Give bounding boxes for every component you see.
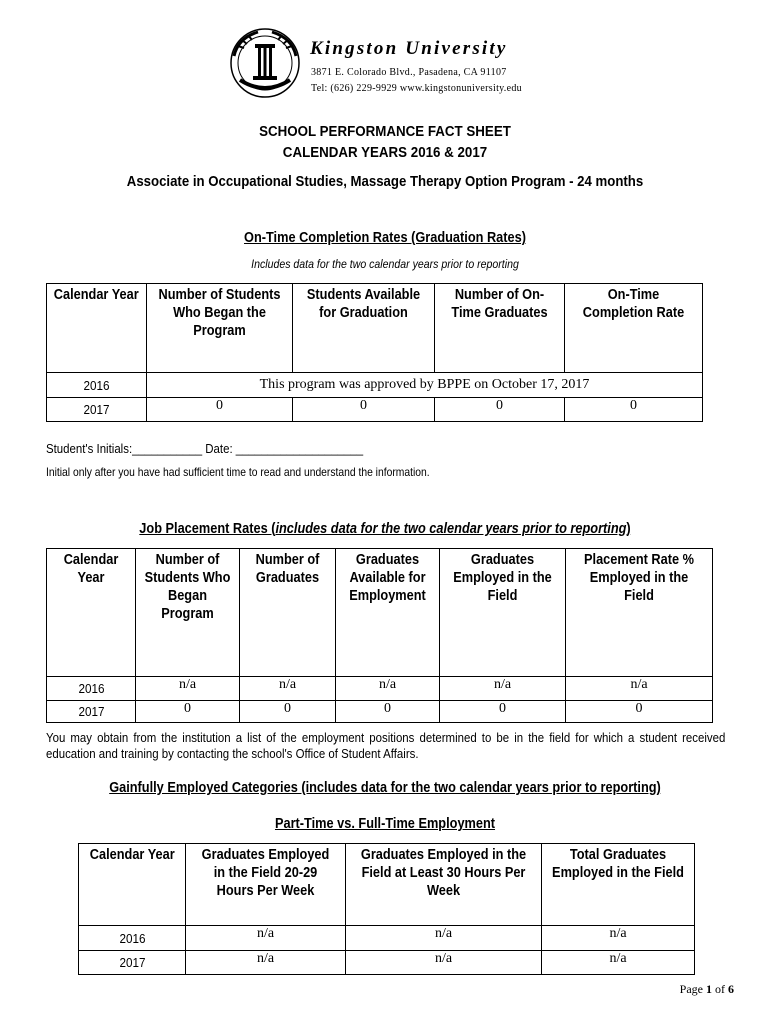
header-calendar-year: Calendar Year <box>79 844 186 926</box>
header-calendar-year: Calendar Year <box>47 549 136 677</box>
gainful-section-title: Gainfully Employed Categories (includes data for the two calendar years prior to reporting) <box>109 780 661 796</box>
calendar-years-title: CALENDAR YEARS 2016 & 2017 <box>282 145 488 161</box>
header-full-time: Graduates Employed in the Field at Least 30 Hours Per Week <box>346 844 542 926</box>
table-cell: 0 <box>240 701 336 723</box>
header-calendar-year: Calendar Year <box>47 284 147 373</box>
completion-section-note: Includes data for the two calendar years prior to reporting <box>251 257 519 271</box>
header-on-time-graduates: Number of On-Time Graduates <box>435 284 565 373</box>
table-cell: n/a <box>542 951 695 975</box>
header-graduates: Number of Graduates <box>240 549 336 677</box>
completion-header-row <box>47 284 703 373</box>
placement-section-title: Job Placement Rates (includes data for the two calendar years prior to reporting) <box>139 521 631 537</box>
table-cell: n/a <box>440 677 566 701</box>
initials-instruction: Initial only after you have had sufficient time to read and understand the information. <box>46 465 430 479</box>
header-available-employment: Graduates Available for Employment <box>336 549 440 677</box>
row-year: 2016 <box>47 677 136 701</box>
header-students-began: Number of Students Who Began Program <box>136 549 240 677</box>
fact-sheet-title: SCHOOL PERFORMANCE FACT SHEET <box>259 124 511 140</box>
employment-positions-note: You may obtain from the institution a list of the employment positions determined to be in the field for which a student received education and training by contacting the school's Office of Student Affairs. <box>46 730 726 761</box>
table-cell: n/a <box>136 677 240 701</box>
table-cell: n/a <box>240 677 336 701</box>
table-row <box>47 398 703 422</box>
completion-section-title: On-Time Completion Rates (Graduation Rates) <box>244 230 526 246</box>
table-cell: 0 <box>147 398 293 422</box>
placement-table <box>46 548 713 723</box>
university-name: Kingston University <box>310 38 508 59</box>
table-row <box>47 701 713 723</box>
row-year: 2017 <box>47 398 147 422</box>
table-cell: n/a <box>566 677 713 701</box>
header-part-time: Graduates Employed in the Field 20-29 Hours Per Week <box>186 844 346 926</box>
table-cell: n/a <box>186 951 346 975</box>
table-cell: n/a <box>186 926 346 951</box>
header-students-available: Students Available for Graduation <box>293 284 435 373</box>
header-total-employed: Total Graduates Employed in the Field <box>542 844 695 926</box>
table-cell: n/a <box>336 677 440 701</box>
table-cell: 0 <box>435 398 565 422</box>
university-contact: Tel: (626) 229-9929 www.kingstonuniversity.edu <box>311 83 522 94</box>
header-students-began: Number of Students Who Began the Program <box>147 284 293 373</box>
header-completion-rate: On-Time Completion Rate <box>565 284 703 373</box>
table-cell: 0 <box>440 701 566 723</box>
table-cell: 0 <box>136 701 240 723</box>
table-cell: n/a <box>542 926 695 951</box>
table-cell: n/a <box>346 951 542 975</box>
university-address: 3871 E. Colorado Blvd., Pasadena, CA 91107 <box>311 67 507 78</box>
header-employed-in-field: Graduates Employed in the Field <box>440 549 566 677</box>
program-name: Associate in Occupational Studies, Massage Therapy Option Program - 24 months <box>126 173 644 190</box>
university-logo <box>228 26 302 100</box>
table-cell: 0 <box>336 701 440 723</box>
table-row <box>47 677 713 701</box>
gainful-header-row <box>79 844 695 926</box>
table-cell: 0 <box>566 701 713 723</box>
row-year: 2017 <box>79 951 186 975</box>
table-row <box>47 373 703 398</box>
gainful-table <box>78 843 695 975</box>
table-row <box>79 926 695 951</box>
row-year: 2016 <box>79 926 186 951</box>
completion-table <box>46 283 703 422</box>
table-cell: 0 <box>565 398 703 422</box>
approval-note: This program was approved by BPPE on October 17, 2017 <box>147 373 703 398</box>
page-number: Page 1 of 6 <box>679 982 734 996</box>
table-cell: 0 <box>293 398 435 422</box>
header-placement-rate: Placement Rate % Employed in the Field <box>566 549 713 677</box>
placement-header-row <box>47 549 713 677</box>
initials-date-line[interactable]: Student's Initials:___________ Date: ____________________ <box>46 441 364 456</box>
gainful-section-subtitle: Part-Time vs. Full-Time Employment <box>274 816 496 832</box>
row-year: 2016 <box>47 373 147 398</box>
row-year: 2017 <box>47 701 136 723</box>
table-row <box>79 951 695 975</box>
table-cell: n/a <box>346 926 542 951</box>
